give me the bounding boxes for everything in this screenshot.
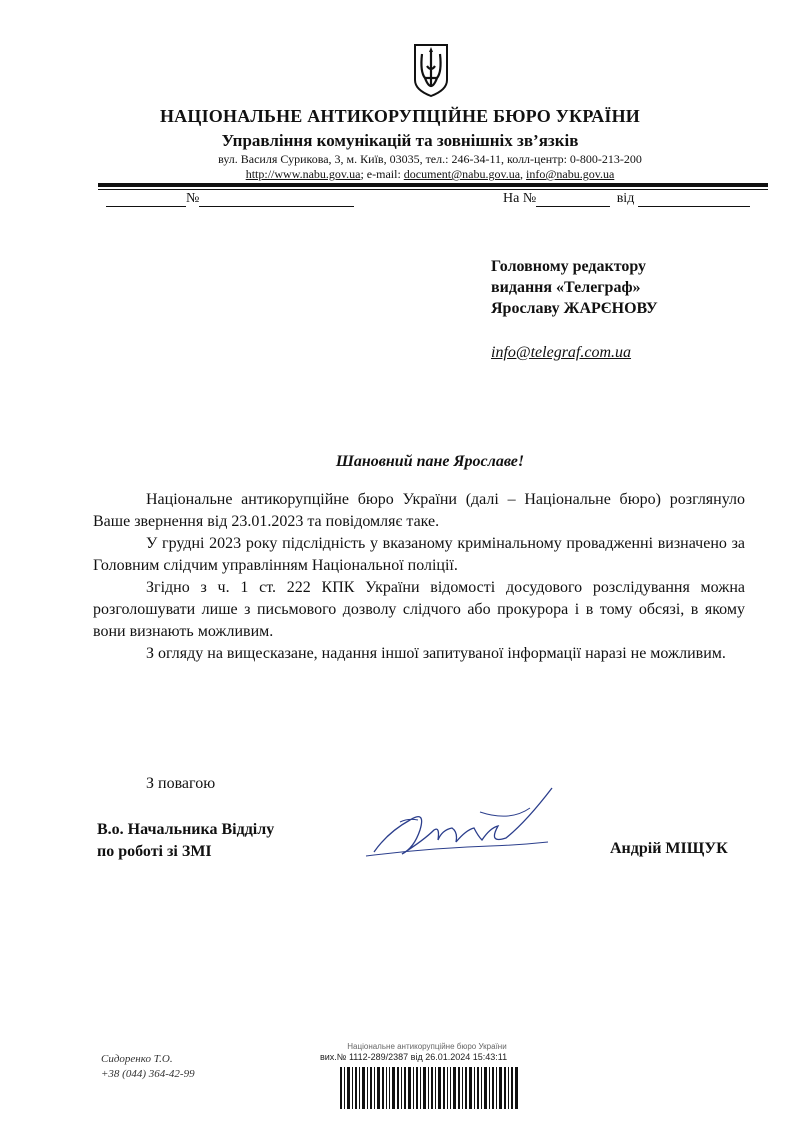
signer-position [97,819,274,863]
organization-name: НАЦІОНАЛЬНЕ АНТИКОРУПЦІЙНЕ БЮРО УКРАЇНИ [159,106,641,126]
email-label: ; e-mail: [360,167,404,181]
reply-number-blank [536,192,610,207]
body-paragraph-1: Національне антикорупційне бюро України (далі – Національне бюро) розглянуло Ваше звернення від 23.01.2023 та повідомляє таке. [93,491,745,530]
number-symbol: № [186,191,200,206]
outgoing-date-blank [106,192,186,207]
registration-stamp [316,1039,538,1113]
header-divider-thick [98,183,768,187]
addressee-line-2: видання «Телеграф» [491,279,641,296]
organization-address: вул. Василя Сурикова, 3, м. Київ, 03035, тел.: 246-34-11, колл-центр: 0-800-213-200 [218,152,642,166]
website-link[interactable]: http://www.nabu.gov.ua [245,167,361,181]
signer-name: Андрій МІЩУК [610,840,728,857]
trident-emblem-icon [411,42,451,98]
signer-position-line-2: по роботі зі ЗМІ [97,843,212,860]
outgoing-number-field [106,191,354,207]
stamp-registration-number: вих.№ 1112-289/2387 від 26.01.2024 15:43:11 [320,1052,508,1062]
reply-date-blank [638,192,750,207]
reply-date-label: від [616,191,635,206]
email-separator: , [520,167,527,181]
department-name: Управління комунікацій та зовнішніх зв’язків [221,131,579,150]
addressee-line-1: Головному редактору [491,258,647,275]
body-paragraph-2: У грудні 2023 року підслідність у вказаному кримінальному провадженні визначено за Головним слідчим управлінням Національної поліції. [93,535,745,574]
closing-phrase: З повагою [146,775,216,792]
salutation: Шановний пане Ярославе! [335,453,525,470]
organization-contacts [0,167,800,182]
addressee-email-link[interactable]: info@telegraf.com.ua [491,344,632,361]
executor-name: Сидоренко Т.О. [101,1053,173,1065]
info-email-link[interactable]: info@nabu.gov.ua [526,167,615,181]
executor-phone: +38 (044) 364-42-99 [101,1068,195,1080]
addressee-line-3: Ярославу ЖАРЄНОВУ [491,300,658,317]
stamp-organization: Національне антикорупційне бюро України [347,1042,507,1051]
reply-reference-field [503,191,750,207]
signer-position-line-1: В.о. Начальника Відділу [97,821,275,838]
body-paragraph-4: З огляду на вищесказане, надання іншої запитуваної інформації наразі не можливим. [146,645,726,662]
handwritten-signature [360,782,560,872]
addressee-block [491,256,658,319]
header-divider-thin [98,189,768,190]
document-email-link[interactable]: document@nabu.gov.ua [403,167,521,181]
body-paragraph-3: Згідно з ч. 1 ст. 222 КПК України відомості досудового розслідування можна розголошувати лише з письмового дозволу слідчого або прокурора і в тому обсязі, в якому вони визнають можливим. [93,579,745,640]
reply-to-label: На № [503,191,537,206]
outgoing-number-blank [199,192,354,207]
barcode-icon [340,1067,518,1109]
executor-info [101,1052,195,1082]
letter-body [93,489,745,665]
